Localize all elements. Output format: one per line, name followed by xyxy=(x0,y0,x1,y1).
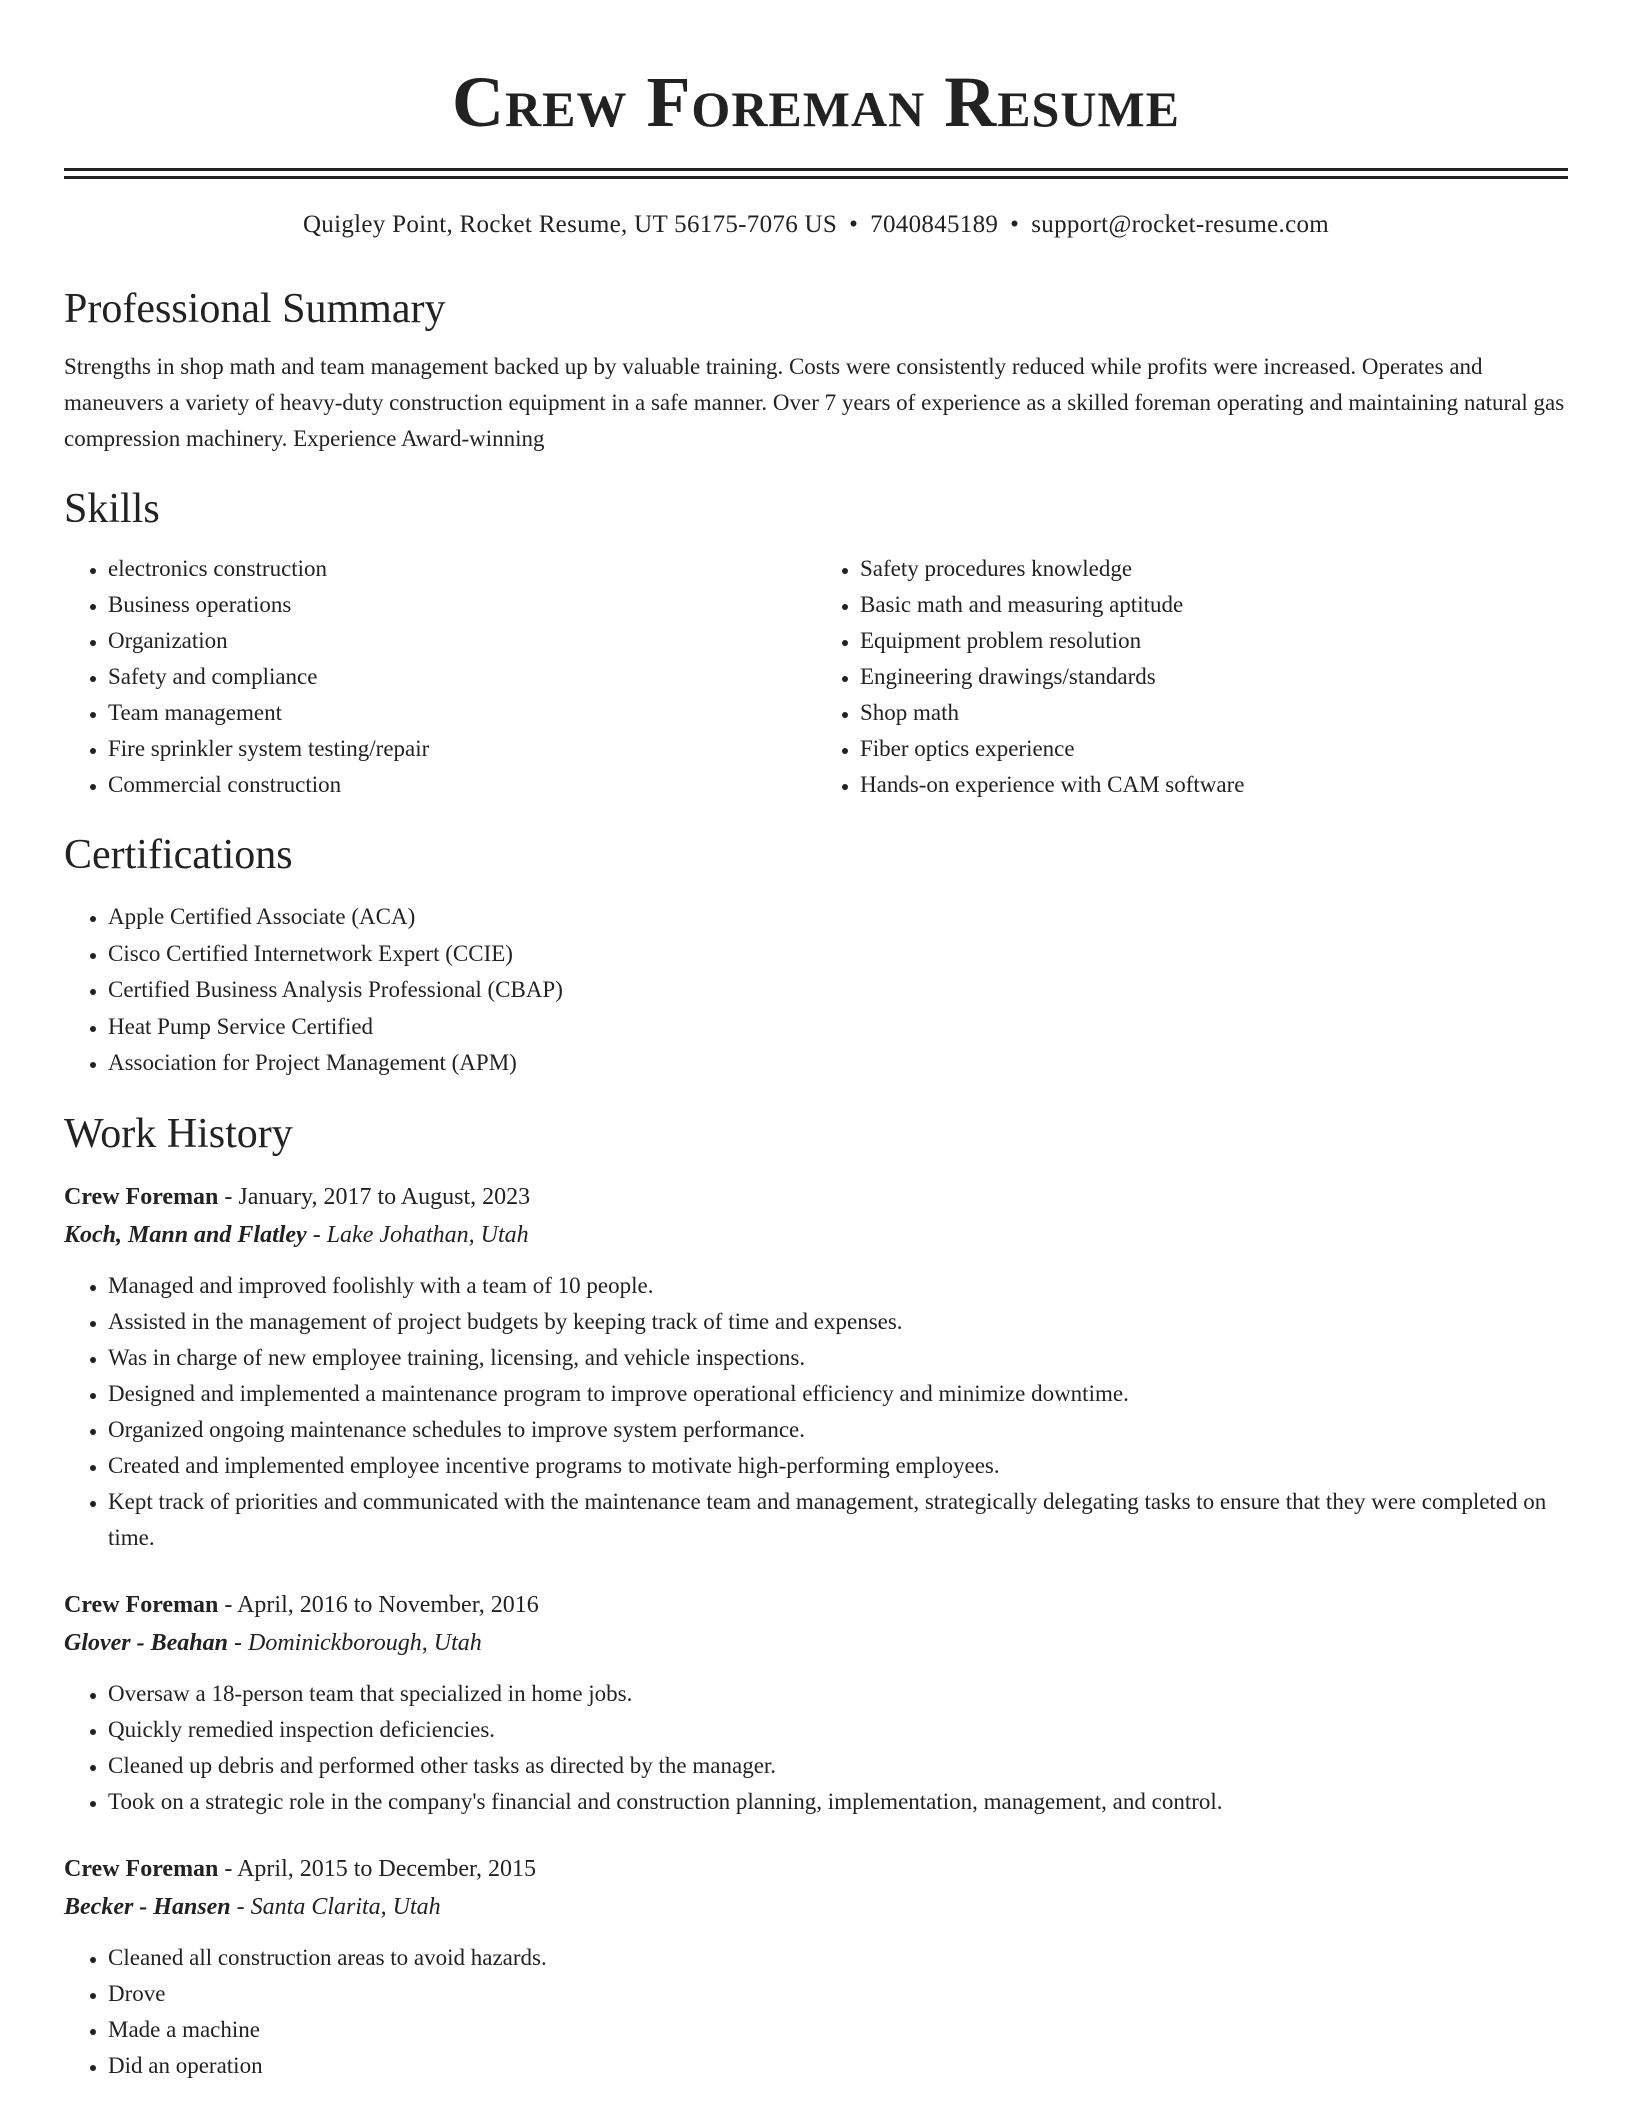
job-location: - Dominickborough, Utah xyxy=(228,1629,482,1656)
job-bullet: • Was in charge of new employee training, licensing, and vehicle inspections. xyxy=(108,1340,1568,1376)
contact-email[interactable]: support@rocket-resume.com xyxy=(1031,211,1330,238)
skill-item: • Shop math xyxy=(860,695,1568,731)
certifications-list xyxy=(64,899,1568,1082)
skill-item: • Organization xyxy=(108,623,816,659)
skill-item: • Commercial construction xyxy=(108,767,816,803)
skills-heading: Skills xyxy=(64,486,160,532)
job-company: Glover - Beahan xyxy=(64,1629,228,1656)
skill-item: • Fiber optics experience xyxy=(860,731,1568,767)
skill-item: • Safety procedures knowledge xyxy=(860,551,1568,587)
contact-address: Quigley Point, Rocket Resume, UT 56175-7076 US xyxy=(302,211,838,238)
job-bullet: • Took on a strategic role in the company's financial and construction planning, implementation, management, and control. xyxy=(108,1784,1568,1820)
skill-item: • Basic math and measuring aptitude xyxy=(860,587,1568,623)
job-location: - Lake Johathan, Utah xyxy=(306,1221,529,1248)
job-role: Crew Foreman xyxy=(64,1591,219,1618)
job-bullet: • Designed and implemented a maintenance program to improve operational efficiency and minimize downtime. xyxy=(108,1376,1568,1412)
certification-item: • Association for Project Management (APM) xyxy=(108,1045,1568,1082)
job-company: Becker - Hansen xyxy=(64,1893,231,1920)
skill-item: • Business operations xyxy=(108,587,816,623)
skills-columns xyxy=(64,551,1568,803)
job-dates: - January, 2017 to August, 2023 xyxy=(218,1183,531,1210)
job-bullet: • Managed and improved foolishly with a team of 10 people. xyxy=(108,1268,1568,1304)
certification-item: • Certified Business Analysis Professional (CBAP) xyxy=(108,972,1568,1009)
job-bullet: • Oversaw a 18-person team that specialized in home jobs. xyxy=(108,1676,1568,1712)
skill-item: • Equipment problem resolution xyxy=(860,623,1568,659)
job-bullets xyxy=(64,1940,1568,2084)
contact-line xyxy=(64,209,1568,241)
title-divider xyxy=(64,168,1568,179)
job-company-line xyxy=(64,1888,1568,1926)
job-location: - Santa Clarita, Utah xyxy=(230,1893,441,1920)
job-company: Koch, Mann and Flatley xyxy=(64,1221,307,1248)
job-role: Crew Foreman xyxy=(64,1855,219,1882)
certification-item: • Apple Certified Associate (ACA) xyxy=(108,899,1568,936)
job-dates: - April, 2015 to December, 2015 xyxy=(218,1855,537,1882)
skill-item: • Team management xyxy=(108,695,816,731)
job-bullet: • Made a machine xyxy=(108,2012,1568,2048)
job-company-line xyxy=(64,1216,1568,1254)
job-bullet: • Kept track of priorities and communicated with the maintenance team and management, strategically delegating tasks to ensure that they were completed on time. xyxy=(108,1484,1568,1556)
job-bullet: • Drove xyxy=(108,1976,1568,2012)
skills-list-left xyxy=(64,551,816,803)
summary-text: Strengths in shop math and team management backed up by valuable training. Costs were consistently reduced while profits were increased. Operates and maneuvers a variety of heavy-duty construction equipment in a safe manner. Over 7 years of experience as a skilled foreman operating and maintaining natural gas compression machinery. Experience Award-winning xyxy=(64,354,1565,451)
contact-separator: • xyxy=(849,211,859,238)
job-header xyxy=(64,1850,1568,1888)
skill-item: • Hands-on experience with CAM software xyxy=(860,767,1568,803)
job-entry xyxy=(64,1178,1568,1556)
job-bullet: • Cleaned all construction areas to avoid hazards. xyxy=(108,1940,1568,1976)
job-bullets xyxy=(64,1268,1568,1556)
contact-phone[interactable]: 7040845189 xyxy=(870,211,999,238)
job-bullets xyxy=(64,1676,1568,1820)
certifications-heading: Certifications xyxy=(64,832,293,878)
skills-list-right xyxy=(816,551,1568,803)
job-dates: - April, 2016 to November, 2016 xyxy=(218,1591,539,1618)
job-header xyxy=(64,1586,1568,1624)
work-history-heading: Work History xyxy=(64,1110,293,1157)
job-bullet: • Quickly remedied inspection deficiencies. xyxy=(108,1712,1568,1748)
job-bullet: • Did an operation xyxy=(108,2048,1568,2084)
job-role: Crew Foreman xyxy=(64,1183,219,1210)
job-bullet: • Cleaned up debris and performed other tasks as directed by the manager. xyxy=(108,1748,1568,1784)
resume-title: Crew Foreman Resume xyxy=(452,62,1180,142)
job-entry xyxy=(64,1586,1568,1820)
job-bullet: • Created and implemented employee incentive programs to motivate high-performing employees. xyxy=(108,1448,1568,1484)
job-header xyxy=(64,1178,1568,1216)
skill-item: • Safety and compliance xyxy=(108,659,816,695)
job-bullet: • Organized ongoing maintenance schedules to improve system performance. xyxy=(108,1412,1568,1448)
certification-item: • Cisco Certified Internetwork Expert (CCIE) xyxy=(108,936,1568,973)
resume-page xyxy=(64,0,1568,2084)
summary-heading: Professional Summary xyxy=(64,286,446,332)
job-company-line xyxy=(64,1624,1568,1662)
job-entry xyxy=(64,1850,1568,2084)
skill-item: • Engineering drawings/standards xyxy=(860,659,1568,695)
skill-item: • Fire sprinkler system testing/repair xyxy=(108,731,816,767)
skill-item: • electronics construction xyxy=(108,551,816,587)
certification-item: • Heat Pump Service Certified xyxy=(108,1009,1568,1046)
contact-separator: • xyxy=(1010,211,1020,238)
job-bullet: • Assisted in the management of project budgets by keeping track of time and expenses. xyxy=(108,1304,1568,1340)
